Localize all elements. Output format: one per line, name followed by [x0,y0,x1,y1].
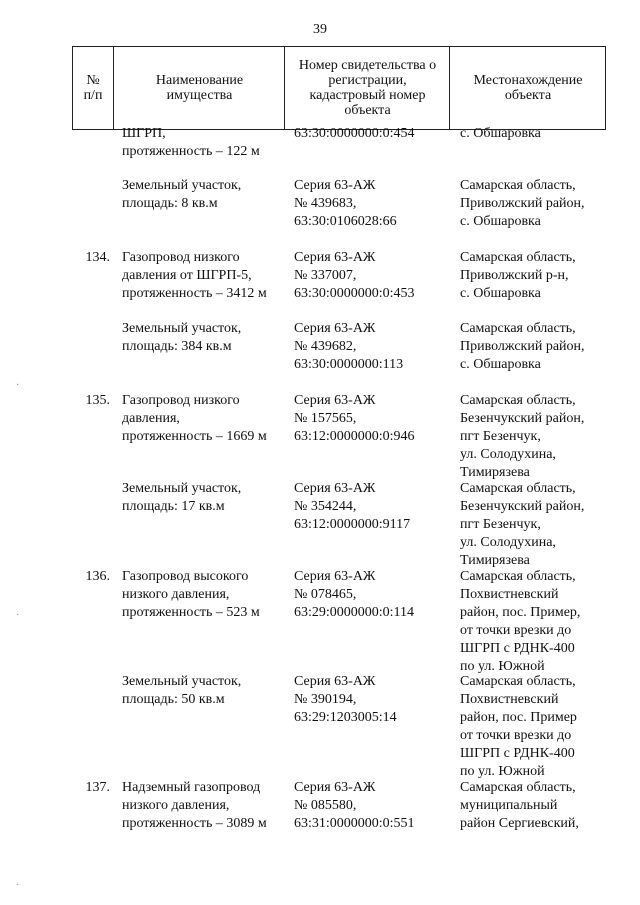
property-name-line: Земельный участок, [122,321,242,336]
location-line: муниципальный [460,798,558,813]
header-col-registration [284,47,450,129]
location-line: Самарская область, [460,780,576,795]
location-line: Самарская область, [460,569,576,584]
property-name-line: площадь: 17 кв.м [122,499,225,514]
registration-line: Серия 63-АЖ [294,178,376,193]
scan-mark: · [16,880,20,891]
header-text: объекта [344,103,391,118]
registration-cell [294,177,454,231]
location-cell [460,320,610,374]
registration-line: Серия 63-АЖ [294,481,376,496]
header-col-number [73,47,113,129]
property-name-cell [122,125,292,161]
location-line: Приволжский район, [460,339,585,354]
location-line: ул. Солодухина, [460,447,556,462]
registration-line: 63:31:0000000:0:551 [294,816,415,831]
property-name-cell [122,320,292,356]
header-text: кадастровый номер [309,88,426,103]
property-name-cell [122,568,292,622]
scan-mark: · [16,380,20,391]
location-line: ул. Солодухина, [460,535,556,550]
registration-cell [294,125,454,143]
registration-cell [294,568,454,622]
property-name-line: Газопровод низкого [122,250,240,265]
registration-line: № 085580, [294,798,357,813]
property-name-line: протяженность – 523 м [122,605,260,620]
registration-line: 63:30:0000000:0:454 [294,126,415,141]
property-name-line: протяженность – 1669 м [122,429,267,444]
location-line: район, пос. Пример [460,710,577,725]
property-name-line: протяженность – 3412 м [122,286,267,301]
registration-line: 63:29:0000000:0:114 [294,605,415,620]
registration-line: Серия 63-АЖ [294,674,376,689]
registration-cell [294,673,454,727]
location-line: Приволжский р-н, [460,268,569,283]
property-name-line: площадь: 384 кв.м [122,339,232,354]
location-cell [460,568,610,676]
header-text: Наименование [155,73,244,88]
row-number: 137. [85,780,110,795]
location-line: Самарская область, [460,250,576,265]
registration-line: Серия 63-АЖ [294,569,376,584]
row-number: 135. [85,393,110,408]
location-line: Безенчукский район, [460,411,585,426]
location-cell [460,392,610,482]
property-name-line: Газопровод низкого [122,393,240,408]
property-name-line: протяженность – 3089 м [122,816,267,831]
registration-line: Серия 63-АЖ [294,321,376,336]
location-cell [460,177,610,231]
property-name-line: давления от ШГРП-5, [122,268,252,283]
location-line: Приволжский район, [460,196,585,211]
property-name-cell [122,177,292,213]
property-name-line: Газопровод высокого [122,569,249,584]
header-text: регистрации, [328,73,407,88]
property-name-cell [122,480,292,516]
location-line: по ул. Южной [460,764,545,779]
location-line: Самарская область, [460,393,576,408]
location-line: Тимирязева [460,553,530,568]
location-line: Самарская область, [460,321,576,336]
property-name-line: Земельный участок, [122,481,242,496]
registration-line: № 439682, [294,339,357,354]
header-text: Местонахождение [473,73,583,88]
location-cell [460,249,610,303]
registration-line: 63:30:0000000:113 [294,357,404,372]
location-cell [460,779,610,833]
registration-line: 63:30:0000000:0:453 [294,286,415,301]
table-header [72,46,606,130]
property-name-line: площадь: 50 кв.м [122,692,225,707]
location-line: с. Обшаровка [460,214,541,229]
location-line: Самарская область, [460,674,576,689]
registration-line: № 439683, [294,196,357,211]
header-text: Номер свидетельства о [298,58,437,73]
location-cell [460,673,610,781]
location-line: с. Обшаровка [460,357,541,372]
property-name-line: Земельный участок, [122,178,242,193]
location-line: Похвистневский [460,692,559,707]
registration-line: Серия 63-АЖ [294,780,376,795]
property-name-cell [122,392,292,446]
location-line: по ул. Южной [460,659,545,674]
header-col-name [113,47,285,129]
header-text: п/п [83,88,103,103]
registration-line: 63:12:0000000:0:946 [294,429,415,444]
registration-cell [294,320,454,374]
registration-line: № 157565, [294,411,357,426]
location-line: с. Обшаровка [460,126,541,141]
location-line: Самарская область, [460,178,576,193]
registration-line: 63:12:0000000:9117 [294,517,411,532]
registration-cell [294,480,454,534]
location-line: район Сергиевский, [460,816,579,831]
property-name-cell [122,779,292,833]
registration-cell [294,249,454,303]
location-line: район, пос. Пример, [460,605,581,620]
location-line: Безенчукский район, [460,499,585,514]
location-cell [460,480,610,570]
header-text: имущества [166,88,233,103]
page-number: 39 [313,22,327,37]
location-line: Похвистневский [460,587,559,602]
row-number: 134. [85,250,110,265]
header-col-location [449,47,606,129]
property-name-line: низкого давления, [122,798,230,813]
registration-line: № 390194, [294,692,357,707]
location-line: от точки врезки до [460,728,572,743]
location-line: Самарская область, [460,481,576,496]
property-name-line: Земельный участок, [122,674,242,689]
registration-line: № 354244, [294,499,357,514]
registration-line: Серия 63-АЖ [294,393,376,408]
location-line: пгт Безенчук, [460,429,541,444]
location-line: ШГРП с РДНК-400 [460,641,575,656]
registration-line: 63:30:0106028:66 [294,214,397,229]
property-name-line: ШГРП, [122,126,166,141]
property-name-cell [122,673,292,709]
property-name-line: низкого давления, [122,587,230,602]
property-name-cell [122,249,292,303]
property-name-line: протяженность – 122 м [122,144,260,159]
registration-cell [294,779,454,833]
header-text: № [86,73,100,88]
location-line: пгт Безенчук, [460,517,541,532]
location-line: от точки врезки до [460,623,572,638]
location-line: ШГРП с РДНК-400 [460,746,575,761]
property-name-line: площадь: 8 кв.м [122,196,218,211]
registration-line: 63:29:1203005:14 [294,710,397,725]
registration-cell [294,392,454,446]
location-line: Тимирязева [460,465,530,480]
row-number: 136. [85,569,110,584]
registration-line: № 337007, [294,268,357,283]
header-text: объекта [504,88,552,103]
property-name-line: Надземный газопровод [122,780,261,795]
registration-line: Серия 63-АЖ [294,250,376,265]
location-line: с. Обшаровка [460,286,541,301]
scan-mark: · [16,610,20,621]
registration-line: № 078465, [294,587,357,602]
property-name-line: давления, [122,411,180,426]
location-cell [460,125,610,143]
